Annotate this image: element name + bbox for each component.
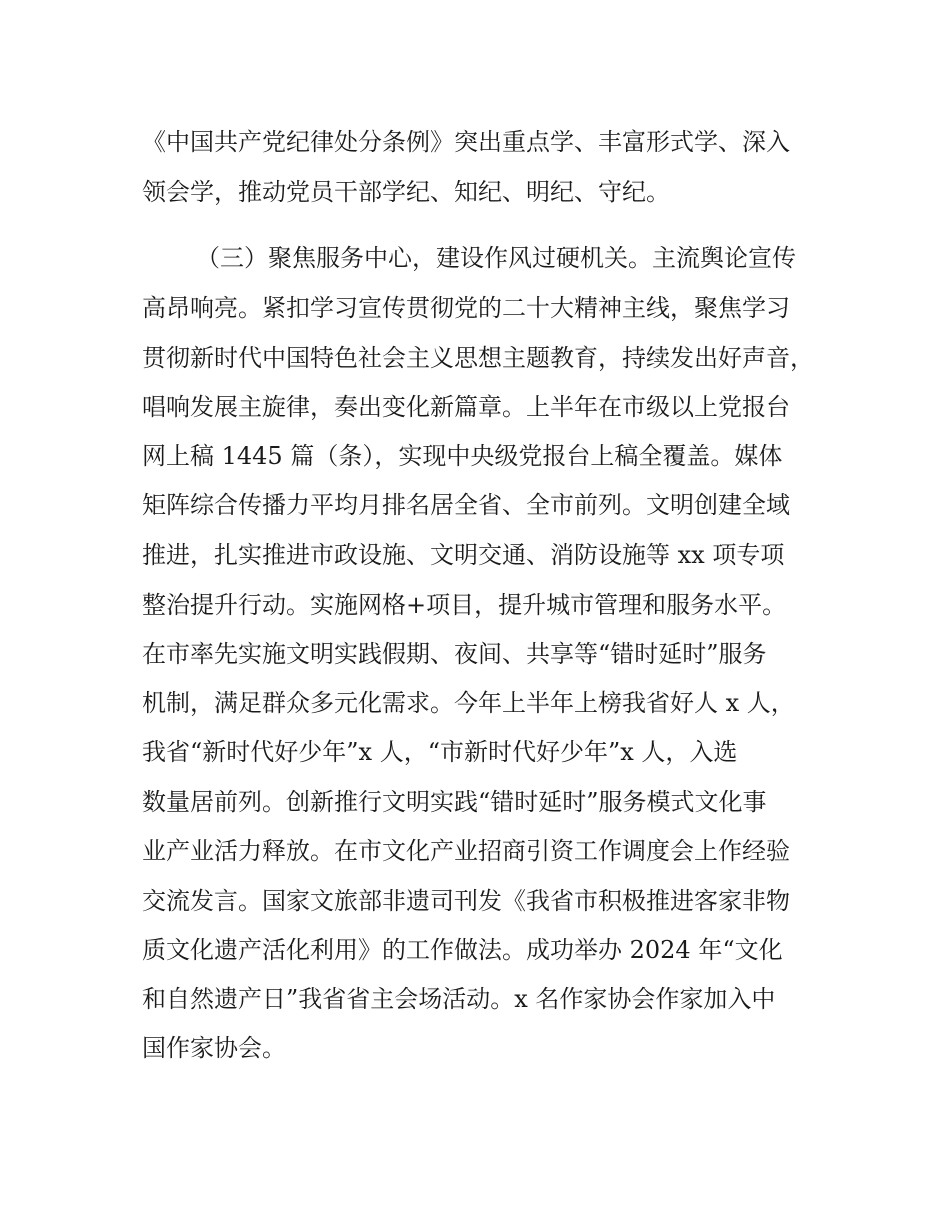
body-text-line: 整治提升行动。实施网格+项目，提升城市管理和服务水平。 (142, 591, 787, 619)
body-text-line: 业产业活力释放。在市文化产业招商引资工作调度会上作经验 (142, 837, 790, 865)
body-text-line: 贯彻新时代中国特色社会主义思想主题教育，持续发出好声音， (142, 344, 814, 372)
body-text-line: 领会学，推动党员干部学纪、知纪、明纪、守纪。 (142, 178, 670, 206)
section-heading-line: （三）聚焦服务中心，建设作风过硬机关。主流舆论宣传 (196, 244, 796, 272)
body-text-line: 高昂响亮。紧扣学习宣传贯彻党的二十大精神主线，聚焦学习 (142, 294, 790, 322)
body-text-line: 唱响发展主旋律，奏出变化新篇章。上半年在市级以上党报台 (142, 393, 790, 421)
body-text-line: 我省“新时代好少年”x 人，“市新时代好少年”x 人，入选 (142, 738, 738, 766)
body-text-line: 矩阵综合传播力平均月排名居全省、全市前列。文明创建全域 (142, 491, 790, 519)
body-text-line: 国作家协会。 (142, 1034, 286, 1062)
body-text-line: 数量居前列。创新推行文明实践“错时延时”服务模式文化事 (142, 788, 767, 816)
body-text-line: 和自然遗产日”我省省主会场活动。x 名作家协会作家加入中 (142, 985, 776, 1013)
body-text-line: 推进，扎实推进市政设施、文明交通、消防设施等 xx 项专项 (142, 541, 785, 569)
body-text-line: 网上稿 1445 篇（条），实现中央级党报台上稿全覆盖。媒体 (142, 442, 783, 470)
body-text-line: 交流发言。国家文旅部非遗司刊发《我省市积极推进客家非物 (142, 887, 790, 915)
body-text-line: 机制，满足群众多元化需求。今年上半年上榜我省好人 x 人， (142, 689, 795, 717)
body-text-line: 质文化遗产活化利用》的工作做法。成功举办 2024 年“文化 (142, 936, 783, 964)
body-text-line: 在市率先实施文明实践假期、夜间、共享等“错时延时”服务 (142, 640, 767, 668)
body-text-line: 《中国共产党纪律处分条例》突出重点学、丰富形式学、深入 (142, 128, 790, 156)
